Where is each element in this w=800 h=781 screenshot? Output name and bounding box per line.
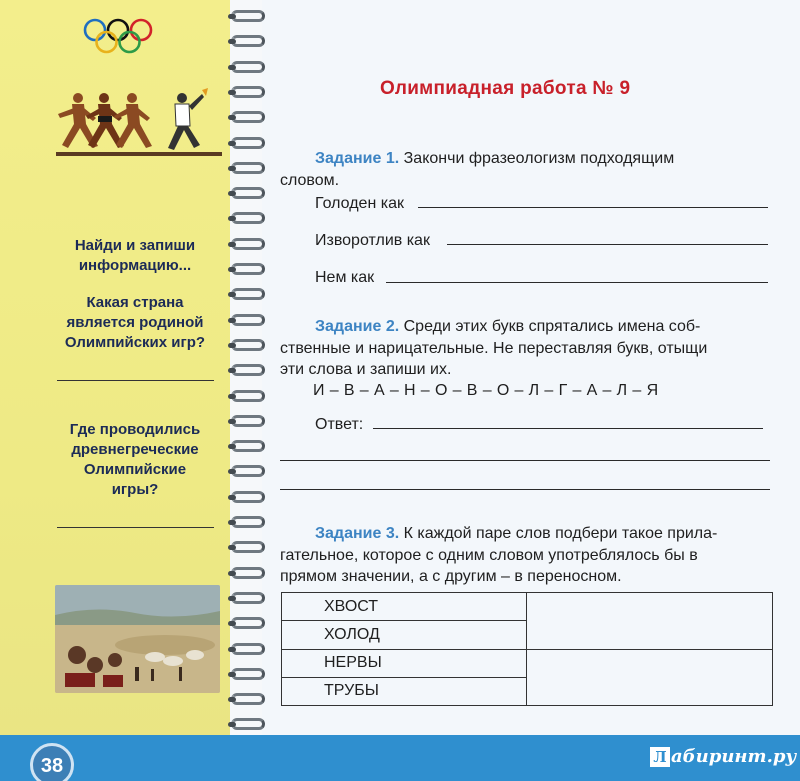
spiral-ring bbox=[231, 718, 265, 730]
question-line: игры? bbox=[111, 481, 159, 498]
word-cell: ХОЛОД bbox=[282, 621, 527, 649]
spiral-ring bbox=[231, 288, 265, 300]
sidebar-prompt-line2: информацию... bbox=[78, 257, 192, 274]
word-cell: ТРУБЫ bbox=[282, 677, 527, 705]
answer-line-hungry[interactable] bbox=[418, 207, 768, 208]
spiral-ring bbox=[231, 187, 265, 199]
spiral-ring bbox=[231, 10, 265, 22]
answer-line-2[interactable] bbox=[280, 460, 770, 461]
answer-line-1[interactable] bbox=[373, 428, 763, 429]
letter-sequence: И – В – А – Н – О – В – О – Л – Г – А – Л – Я bbox=[313, 382, 659, 399]
task2-instruction: Среди этих букв спрятались имена соб- bbox=[403, 318, 701, 335]
spiral-ring bbox=[231, 61, 265, 73]
table-row bbox=[282, 593, 773, 621]
answer-cell-bottom[interactable] bbox=[527, 649, 773, 706]
word-cell: НЕРВЫ bbox=[282, 649, 527, 677]
spiral-ring bbox=[231, 364, 265, 376]
spiral-ring bbox=[231, 516, 265, 528]
table-row bbox=[282, 649, 773, 677]
spiral-ring bbox=[231, 693, 265, 705]
spiral-ring bbox=[231, 541, 265, 553]
answer-line-resourceful[interactable] bbox=[447, 244, 768, 245]
task2-instruction-end: эти слова и запиши их. bbox=[280, 361, 452, 378]
logo-letter: Л bbox=[650, 747, 670, 767]
question-line: древнегреческие bbox=[71, 441, 199, 458]
word-cell: ХВОСТ bbox=[282, 593, 527, 621]
question-line: Где проводились bbox=[69, 421, 201, 438]
task2-text bbox=[315, 316, 785, 337]
answer-line-3[interactable] bbox=[280, 489, 770, 490]
task2-instruction-cont: ственные и нарицательные. Не переставляя букв, отыщи bbox=[280, 340, 708, 357]
task3-text bbox=[315, 523, 785, 544]
question-line: Какая страна bbox=[86, 294, 184, 311]
spiral-ring bbox=[231, 592, 265, 604]
spiral-ring bbox=[231, 440, 265, 452]
spiral-ring bbox=[231, 35, 265, 47]
spiral-ring bbox=[231, 314, 265, 326]
task3-label: Задание 3. bbox=[315, 525, 400, 542]
sidebar-prompt bbox=[40, 236, 230, 276]
spiral-ring bbox=[231, 111, 265, 123]
spiral-ring bbox=[231, 491, 265, 503]
spiral-ring bbox=[231, 137, 265, 149]
runners-illustration bbox=[52, 88, 227, 160]
answer-label: Ответ: bbox=[315, 416, 364, 433]
answer-line-mute[interactable] bbox=[386, 282, 768, 283]
word-pairs-table bbox=[281, 592, 773, 706]
spiral-ring bbox=[231, 86, 265, 98]
question-line: является родиной bbox=[66, 314, 204, 331]
answer-line-homeland[interactable] bbox=[57, 380, 214, 381]
task1-instruction-cont: словом. bbox=[280, 172, 340, 189]
spiral-ring bbox=[231, 339, 265, 351]
task3-instruction-end: прямом значении, а с другим – в переносном. bbox=[280, 568, 622, 585]
spiral-ring bbox=[231, 212, 265, 224]
answer-cell-top[interactable] bbox=[527, 593, 773, 650]
task3-instruction: К каждой паре слов подбери такое прила- bbox=[403, 525, 718, 542]
phrase-hungry: Голоден как bbox=[315, 195, 404, 212]
labirint-watermark bbox=[650, 746, 796, 767]
phrase-resourceful: Изворотлив как bbox=[315, 232, 430, 249]
task1-instruction: Закончи фразеологизм подходящим bbox=[403, 150, 675, 167]
page-title: Олимпиадная работа № 9 bbox=[380, 78, 631, 99]
question-line: Олимпийские bbox=[83, 461, 187, 478]
sidebar-question-homeland bbox=[40, 293, 230, 353]
spiral-ring bbox=[231, 465, 265, 477]
task1-text bbox=[315, 148, 775, 169]
olympic-rings-icon bbox=[82, 18, 154, 58]
task2-label: Задание 2. bbox=[315, 318, 400, 335]
sidebar-prompt-line1: Найди и запиши bbox=[74, 237, 196, 254]
spiral-ring bbox=[231, 162, 265, 174]
page-number-badge: 38 bbox=[30, 743, 74, 781]
spiral-ring bbox=[231, 390, 265, 402]
spiral-ring bbox=[231, 617, 265, 629]
sidebar-question-location bbox=[40, 420, 230, 500]
chariot-race-painting bbox=[55, 585, 220, 693]
task1-label: Задание 1. bbox=[315, 150, 400, 167]
spiral-binding bbox=[225, 0, 275, 740]
spiral-ring bbox=[231, 263, 265, 275]
spiral-ring bbox=[231, 643, 265, 655]
answer-line-location[interactable] bbox=[57, 527, 214, 528]
spiral-ring bbox=[231, 668, 265, 680]
spiral-ring bbox=[231, 567, 265, 579]
spiral-ring bbox=[231, 415, 265, 427]
spiral-ring bbox=[231, 238, 265, 250]
logo-text: абиринт.ру bbox=[671, 746, 797, 767]
question-line: Олимпийских игр? bbox=[64, 334, 206, 351]
task3-instruction-cont: гательное, которое с одним словом употреблялось бы в bbox=[280, 547, 698, 564]
phrase-mute: Нем как bbox=[315, 269, 375, 286]
